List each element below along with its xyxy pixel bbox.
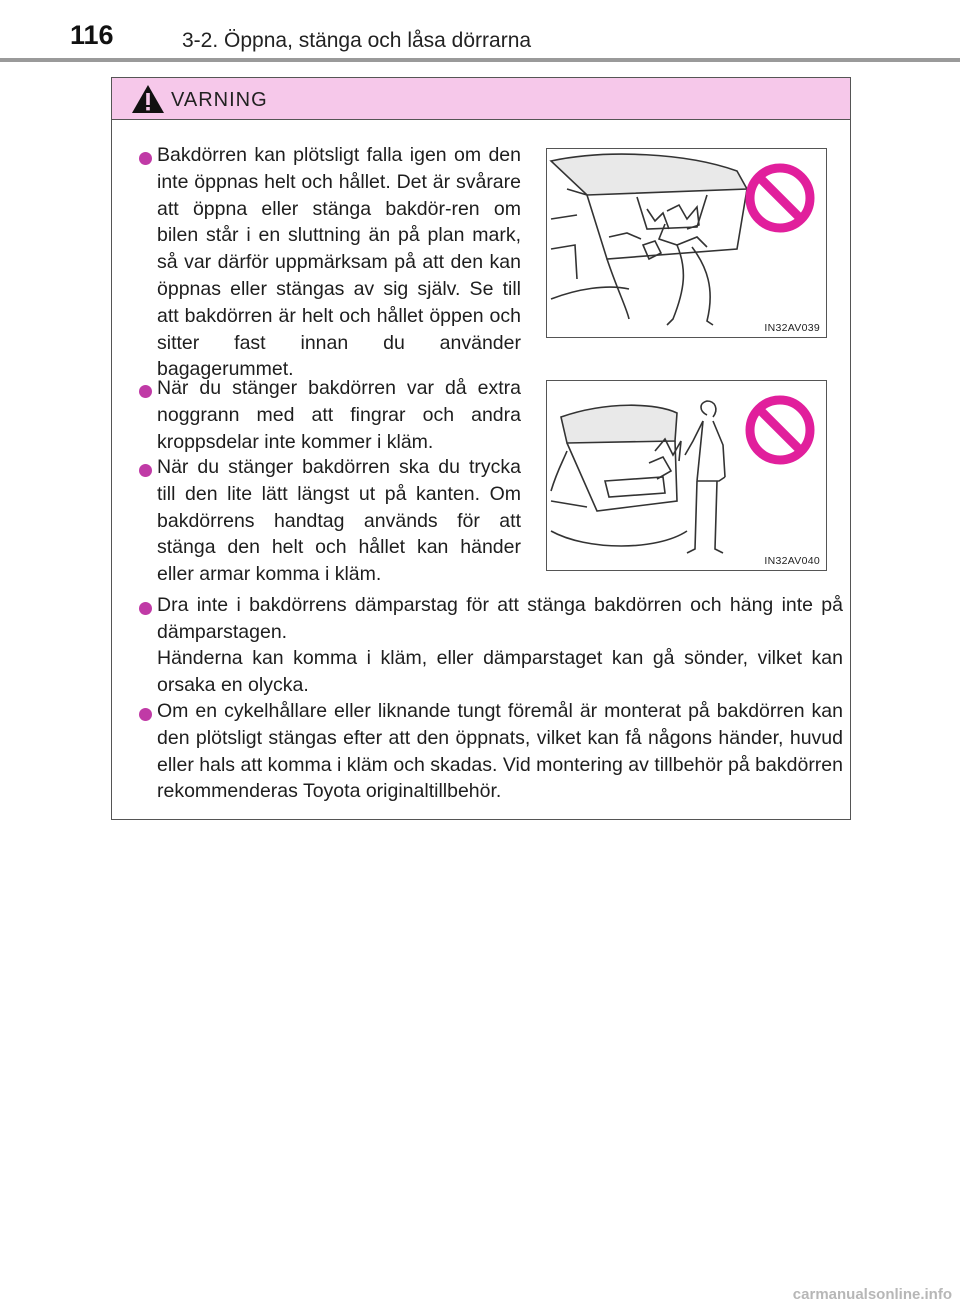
prohibition-icon	[745, 163, 815, 233]
watermark: carmanualsonline.info	[792, 1286, 952, 1303]
bullet-icon	[139, 708, 152, 721]
prohibition-icon	[745, 395, 815, 465]
warning-item-3: När du stänger bakdörren ska du trycka till den lite lätt längst ut på kanten. Om bakdörrens handtag används för att stänga den helt och hållet kan händer eller armar komma i kläm.	[157, 456, 521, 586]
illustration-code: IN32AV039	[764, 322, 820, 334]
warning-header	[112, 78, 850, 120]
warning-item-4: Dra inte i bakdörrens dämparstag för att stänga bakdörren och häng inte på dämparstagen.	[157, 594, 843, 643]
warning-label: VARNING	[171, 89, 268, 111]
bullet-icon	[139, 385, 152, 398]
page-number: 116	[70, 20, 114, 50]
bullet-icon	[139, 464, 152, 477]
warning-item-5: Om en cykelhållare eller liknande tungt föremål är monterat på bakdörren kan den plötsligt stängas efter att den öppnats, vilket kan få någons händer, huvud eller hals att komma i kläm och skadas. Vid montering av tillbehör på bakdörren rekommenderas Toyota originaltillbehör.	[157, 700, 843, 803]
bullet-icon	[139, 602, 152, 615]
warning-item-1: Bakdörren kan plötsligt falla igen om den inte öppnas helt och hållet. Det är svårare att öppna eller stänga bakdör-ren om bilen står i en sluttning än på plan mark, så var därför uppmärksam på att den kan öppnas eller stängas av sig själv. Se till att bakdörren är helt och hållet öppen och sitter fast innan du använder bagagerummet.	[157, 144, 521, 381]
bullet-icon	[139, 152, 152, 165]
section-title: 3-2. Öppna, stänga och låsa dörrarna	[182, 29, 532, 52]
illustration-tailgate-falling	[546, 148, 827, 338]
header-divider	[0, 58, 960, 62]
warning-item-2: När du stänger bakdörren var då extra noggrann med att fingrar och andra kroppsdelar inte kommer i kläm.	[157, 377, 521, 453]
illustration-closing-tailgate	[546, 380, 827, 571]
illustration-code: IN32AV040	[764, 555, 820, 567]
warning-box	[111, 77, 851, 820]
warning-triangle-icon	[131, 84, 165, 114]
page-header	[0, 0, 960, 60]
warning-item-4-detail: Händerna kan komma i kläm, eller dämparstaget kan gå sönder, vilket kan orsaka en olycka.	[157, 647, 843, 696]
